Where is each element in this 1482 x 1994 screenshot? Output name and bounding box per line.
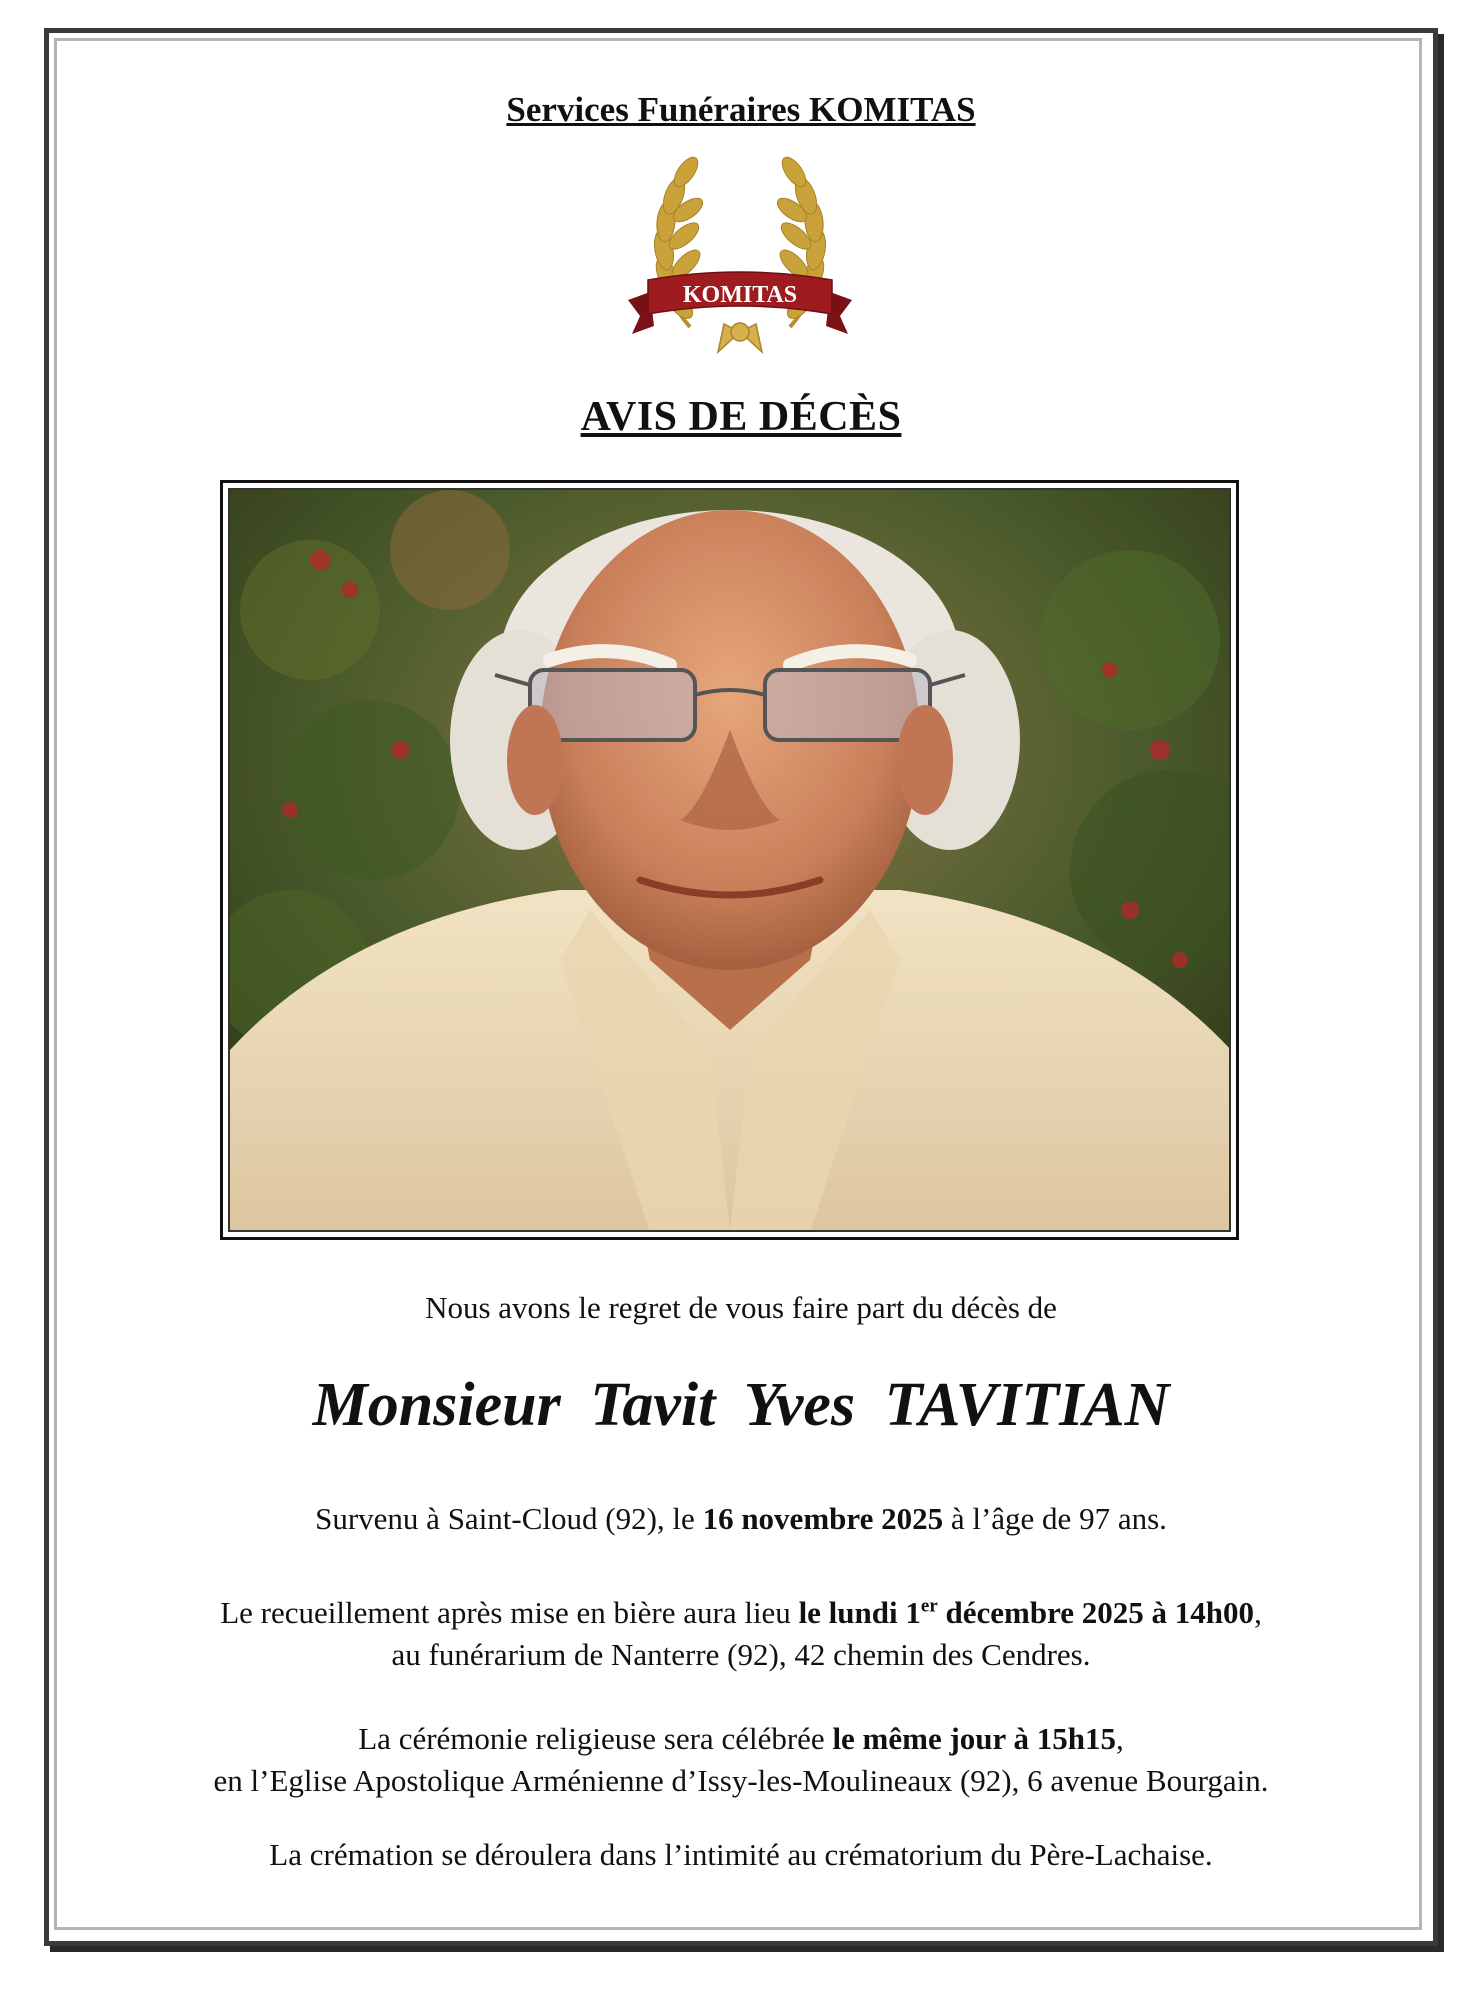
vigil-place: au funérarium de Nanterre (92), 42 chemin des Cendres. (391, 1637, 1091, 1672)
cremation-info: La crémation se déroulera dans l’intimité au crématorium du Père-Lachaise. (269, 1837, 1213, 1872)
svg-text:KOMITAS: KOMITAS (682, 282, 798, 308)
ceremony-info (0, 1718, 1482, 1802)
company-name: Services Funéraires KOMITAS (506, 90, 976, 129)
deceased-name: Monsieur Tavit Yves TAVITIAN (312, 1371, 1170, 1439)
ceremony-prefix: La cérémonie religieuse sera célébrée (358, 1721, 833, 1756)
death-prefix: Survenu à Saint-Cloud (92), le (315, 1501, 703, 1536)
ceremony-place: en l’Eglise Apostolique Arménienne d’Issy-les-Moulineaux (92), 6 avenue Bourgain. (213, 1763, 1269, 1798)
komitas-laurel-logo (620, 152, 860, 362)
portrait-photo (228, 488, 1231, 1232)
photo-frame (220, 480, 1239, 1240)
ceremony-time: le même jour à 15h15 (832, 1721, 1116, 1756)
death-info (0, 1498, 1482, 1540)
intro-text: Nous avons le regret de vous faire part du décès de (425, 1290, 1057, 1325)
vigil-line-1: Le recueillement après mise en bière aura lieu le lundi 1er décembre 2025 à 14h00, (220, 1595, 1262, 1630)
notice-title: AVIS DE DÉCÈS (580, 394, 902, 440)
vigil-prefix: Le recueillement après mise en bière aura lieu (220, 1595, 799, 1630)
vigil-date: le lundi 1er décembre 2025 à 14h00 (798, 1595, 1255, 1630)
vigil-info (0, 1592, 1482, 1676)
death-suffix: à l’âge de 97 ans. (943, 1501, 1167, 1536)
ceremony-line-1: La cérémonie religieuse sera célébrée le même jour à 15h15, (358, 1721, 1124, 1756)
death-date: 16 novembre 2025 (702, 1501, 944, 1536)
